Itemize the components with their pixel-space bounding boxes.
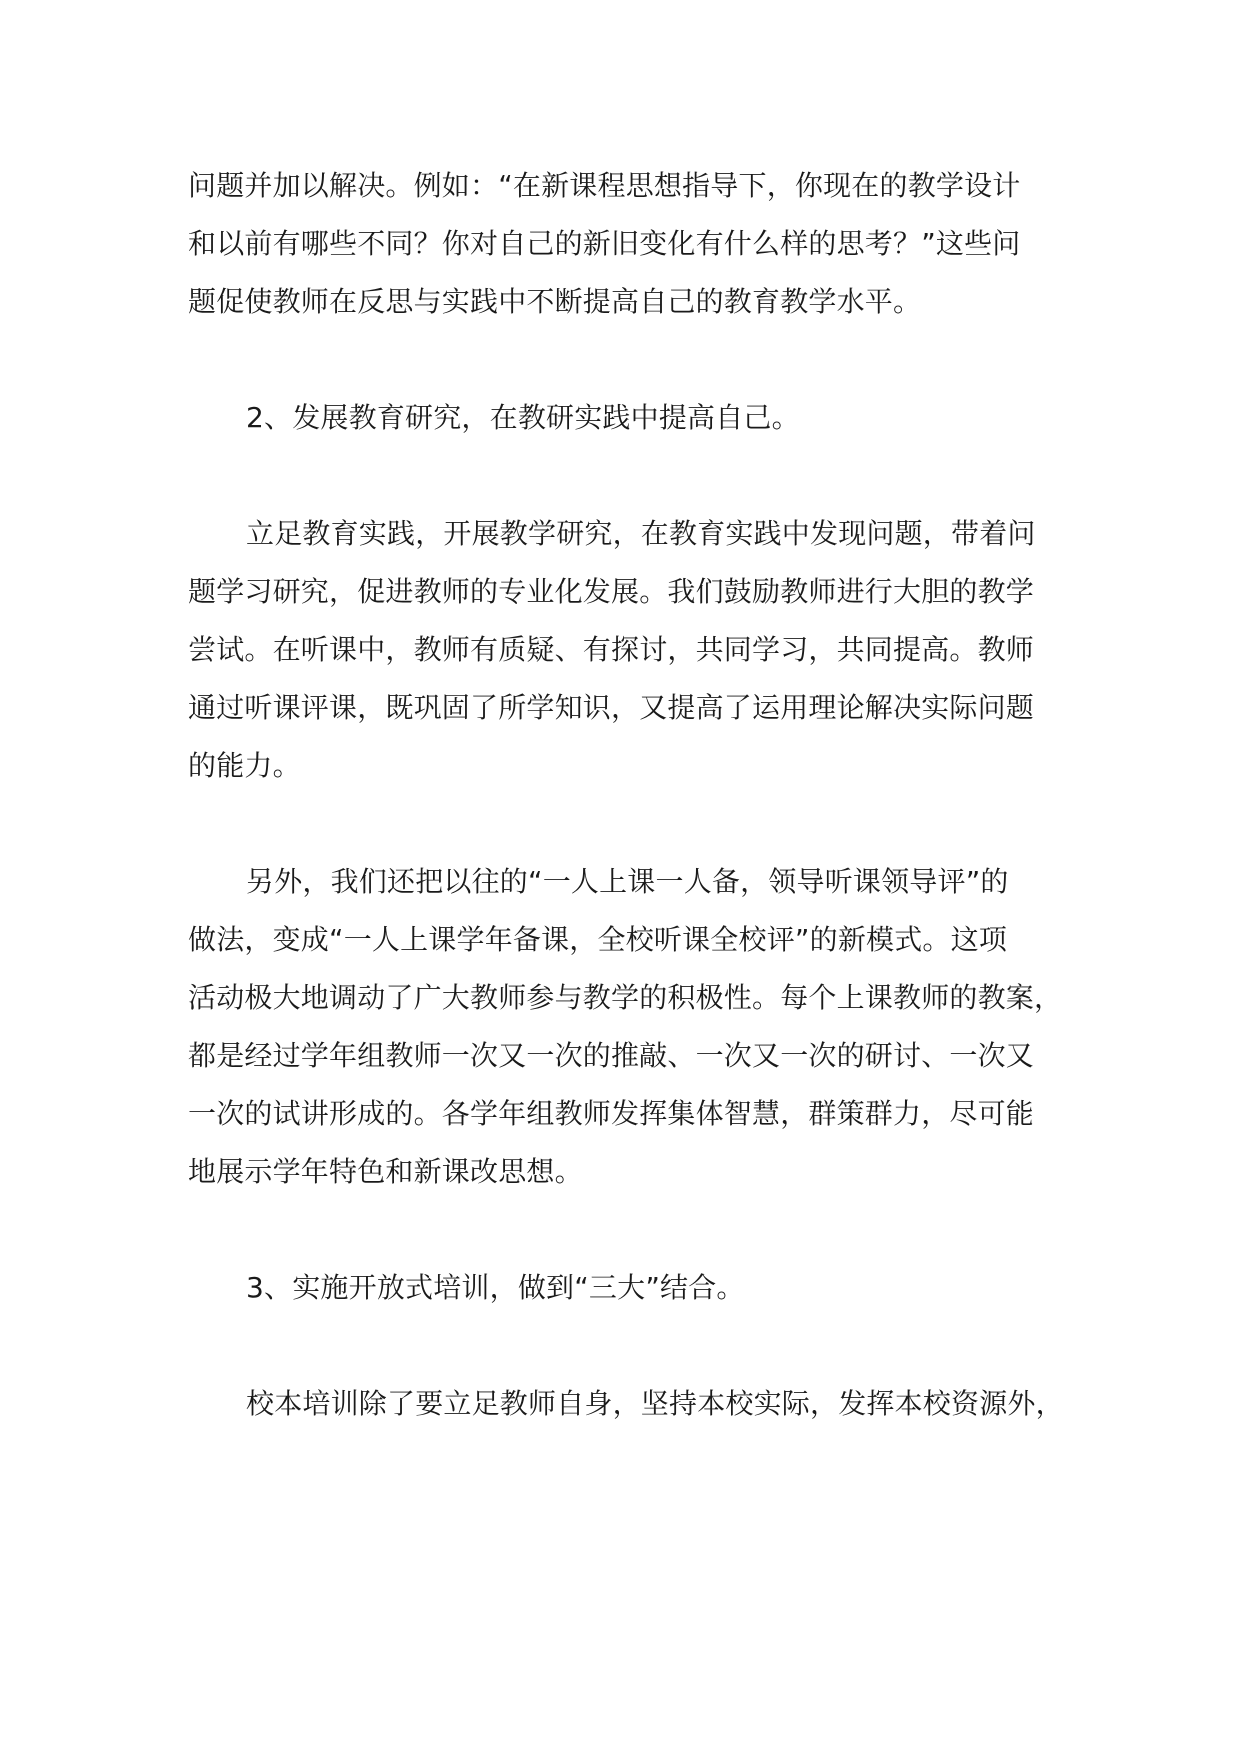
paragraph-line: 一次的试讲形成的。各学年组教师发挥集体智慧，群策群力，尽可能: [188, 1097, 1035, 1130]
section-heading: 3、实施开放式培训，做到“三大”结合。: [246, 1271, 745, 1304]
paragraph-line: 和以前有哪些不同？你对自己的新旧变化有什么样的思考？”这些问: [188, 227, 1021, 260]
paragraph-line: 的能力。: [188, 749, 301, 782]
paragraph-line: 问题并加以解决。例如：“在新课程思想指导下，你现在的教学设计: [188, 169, 1021, 202]
paragraph-line: 都是经过学年组教师一次又一次的推敲、一次又一次的研讨、一次又: [188, 1039, 1035, 1072]
paragraph-line: 校本培训除了要立足教师自身，坚持本校实际，发挥本校资源外，: [246, 1387, 1064, 1420]
paragraph-line: 立足教育实践，开展教学研究，在教育实践中发现问题，带着问: [246, 517, 1036, 550]
paragraph-line: 通过听课评课，既巩固了所学知识，又提高了运用理论解决实际问题: [188, 691, 1035, 724]
paragraph-line: 活动极大地调动了广大教师参与教学的积极性。每个上课教师的教案，: [188, 981, 1063, 1014]
paragraph-line: 做法，变成“一人上课学年备课，全校听课全校评”的新模式。这项: [188, 923, 1008, 956]
paragraph-line: 题促使教师在反思与实践中不断提高自己的教育教学水平。: [188, 285, 922, 318]
paragraph-line: 尝试。在听课中，教师有质疑、有探讨，共同学习，共同提高。教师: [188, 633, 1035, 666]
paragraph-line: 地展示学年特色和新课改思想。: [188, 1155, 583, 1188]
paragraph-line: 另外，我们还把以往的“一人上课一人备，领导听课领导评”的: [246, 865, 1009, 898]
section-heading: 2、发展教育研究，在教研实践中提高自己。: [246, 401, 800, 434]
paragraph-line: 题学习研究，促进教师的专业化发展。我们鼓励教师进行大胆的教学: [188, 575, 1035, 608]
